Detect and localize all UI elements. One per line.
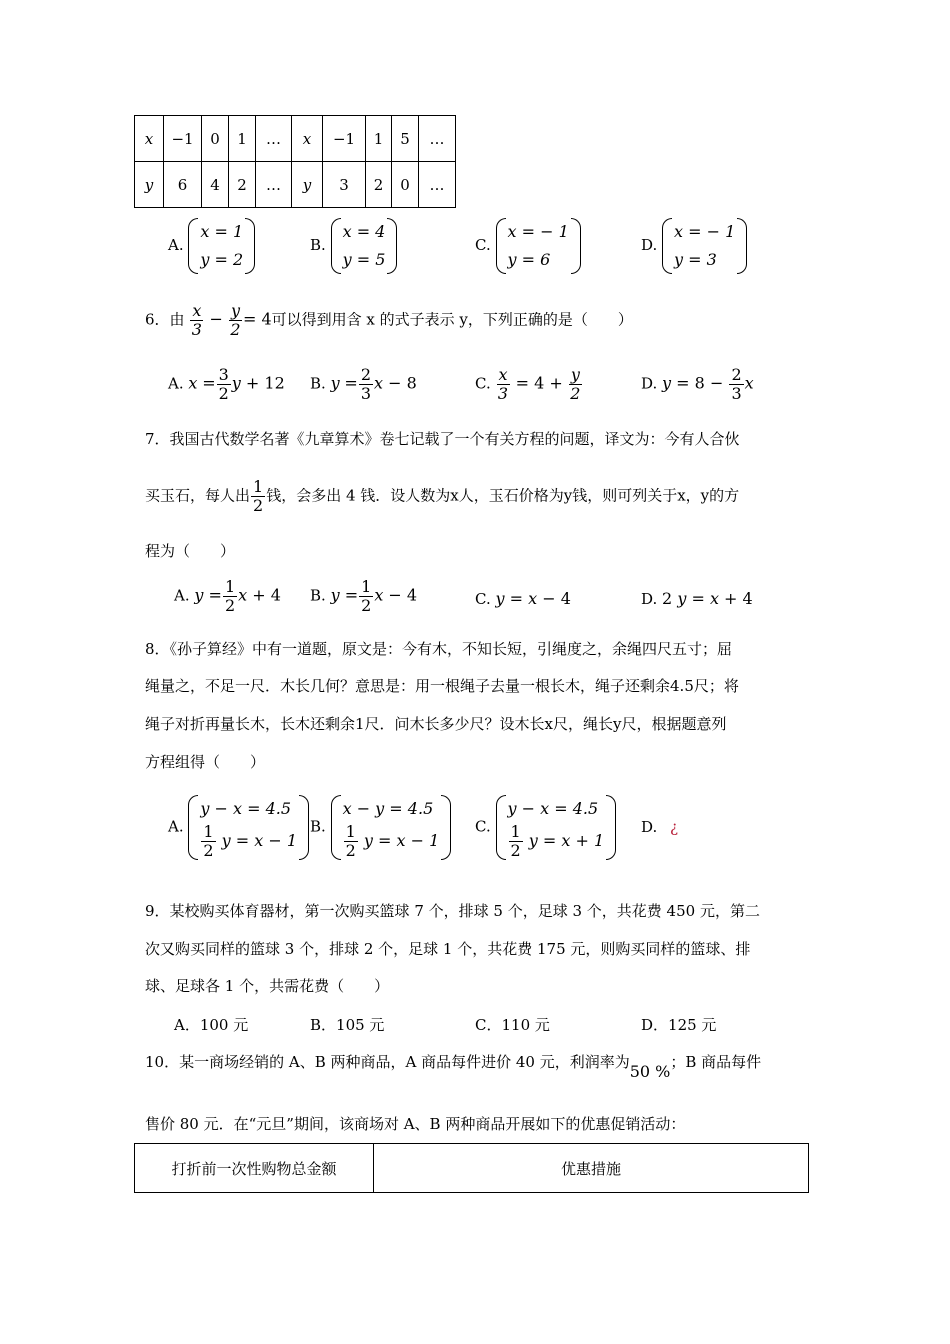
q9-option-c: C．110 元 [475, 1016, 550, 1034]
table-cell: x [292, 116, 323, 162]
table-cell: 0 [392, 162, 419, 208]
table-cell: −1 [323, 116, 366, 162]
table-cell: 1 [366, 116, 392, 162]
q7-option-d: D. 2 y = x + 4 [641, 589, 753, 608]
option-label: B. [310, 374, 326, 393]
q6-option-c: C. $\frac{x}{3}$ = 4 + $\frac{y}{2}$ [475, 365, 581, 403]
option-label: C. [475, 817, 491, 836]
equation: x = − 1 [674, 222, 736, 241]
table-cell: y [135, 162, 164, 208]
option-label: D. [641, 590, 658, 608]
q6-eq: = 4 [242, 309, 272, 329]
option-label: A. [168, 236, 184, 254]
q8-line-3: 绳子对折再量长木，长木还剩余1尺．问木长多少尺？设木长x尺，绳长y尺，根据题意列 [145, 715, 727, 733]
q7-line-1: 7．我国古代数学名著《九章算术》卷七记载了一个有关方程的问题，译文为：今有人合伙 [145, 430, 740, 448]
q9-line-2: 次又购买同样的篮球 3 个，排球 2 个，足球 1 个，共花费 175 元，则购买同样的篮球、排 [145, 940, 751, 958]
table-cell: 5 [392, 116, 419, 162]
q9-line-3: 球、足球各 1 个，共需花费（ ） [145, 977, 390, 995]
profit-rate: 50 % [629, 1062, 671, 1081]
q6-option-a: A. x = $\frac{3}{2}$ y + 12 [168, 365, 285, 403]
q7-text: 买玉石，每人出 [145, 486, 251, 505]
option-label: C. [475, 374, 491, 393]
table-header: 优惠措施 [374, 1144, 809, 1193]
q6-option-d: D. y = 8 − $\frac{2}{3}$ x [641, 365, 754, 403]
equation: x − y = 4.5 [342, 799, 434, 818]
q10-line-1 [145, 1051, 762, 1081]
discount-table [134, 1143, 809, 1193]
q7-line-2: 买玉石，每人出 $\frac{1}{2}$ 钱，会多出 4 钱．设人数为x人，玉石价格为y钱，则可列关于x，y的方 [145, 477, 740, 515]
option-label: C. [475, 590, 491, 608]
option-label: A. [168, 374, 184, 393]
q5-option-d [641, 218, 747, 274]
equation: y = x + 1 [528, 831, 605, 850]
q8-option-b: B. x − y = 4.5 $\frac{1}{2}$ y = x − 1 [310, 795, 451, 860]
table-cell: 1 [229, 116, 256, 162]
equation: y = x − 1 [221, 831, 298, 850]
table-cell: 3 [323, 162, 366, 208]
q9-option-b: B．105 元 [310, 1016, 385, 1034]
q8-option-c: C. y − x = 4.5 $\frac{1}{2}$ y = x + 1 [475, 795, 616, 860]
q5-option-a [168, 218, 255, 274]
q8-option-d [641, 818, 678, 836]
q9-line-1: 9．某校购买体育器材，第一次购买篮球 7 个，排球 5 个，足球 3 个，共花费 450 元，第二 [145, 902, 760, 920]
table-row [135, 116, 456, 162]
table-cell: … [256, 162, 292, 208]
q6-prefix: 6．由 [145, 310, 185, 329]
option-label: B. [310, 817, 326, 836]
q6-option-b: B. y = $\frac{2}{3}$ x − 8 [310, 365, 417, 403]
q9-option-d: D．125 元 [641, 1016, 717, 1034]
q8-option-a: A. y − x = 4.5 $\frac{1}{2}$ y = x − 1 [168, 795, 309, 860]
q10-text: 10．某一商场经销的 A、B 两种商品，A 商品每件进价 40 元，利润率为 [145, 1053, 630, 1071]
q5-option-c [475, 218, 581, 274]
q5-option-b [310, 218, 397, 274]
table-row [135, 1144, 809, 1193]
q7-option-a: A. y = $\frac{1}{2}$ x + 4 [174, 577, 281, 615]
table-cell: 2 [229, 162, 256, 208]
table-cell: … [256, 116, 292, 162]
option-label: C. [475, 236, 491, 254]
equation: y = 3 [674, 250, 717, 269]
table-cell: y [292, 162, 323, 208]
option-label: D. [641, 818, 658, 836]
table-cell: 0 [202, 116, 229, 162]
q6-suffix: 可以得到用含 x 的式子表示 y，下列正确的是（ ） [271, 310, 633, 329]
option-label: D. [641, 374, 658, 393]
option-label: B. [310, 586, 326, 605]
equation: y − x = 4.5 [507, 799, 599, 818]
table-cell: 2 [366, 162, 392, 208]
option-label: B. [310, 236, 326, 254]
table-cell: −1 [164, 116, 202, 162]
xy-value-table [134, 115, 456, 208]
q6-stem: 6．由 $\frac{x}{3}$ − $\frac{y}{2}$ = 4可以得到用含 x 的式子表示 y，下列正确的是（ ） [145, 301, 633, 339]
equation: y = x − 1 [363, 831, 440, 850]
equation: y = 2 [200, 250, 244, 269]
q7-text: 钱，会多出 4 钱．设人数为x人，玉石价格为y钱，则可列关于x，y的方 [266, 486, 740, 505]
q10-line-2: 售价 80 元．在“元旦”期间，该商场对 A、B 两种商品开展如下的优惠促销活动： [145, 1115, 686, 1133]
equation: y = 5 [342, 250, 386, 269]
table-cell: 4 [202, 162, 229, 208]
table-cell: … [419, 116, 456, 162]
table-header: 打折前一次性购物总金额 [135, 1144, 374, 1193]
q8-line-4: 方程组得（ ） [145, 753, 266, 771]
option-label: D. [641, 236, 658, 254]
q7-option-c: C. y = x − 4 [475, 589, 571, 608]
option-label: A. [168, 817, 184, 836]
q8-line-1: 8．《孙子算经》中有一道题，原文是：今有木，不知长短，引绳度之，余绳四尺五寸；屈 [145, 640, 733, 658]
q7-line-3: 程为（ ） [145, 542, 236, 560]
equation: x = − 1 [507, 222, 569, 241]
table-cell: x [135, 116, 164, 162]
equation: x = 1 [200, 222, 244, 241]
table-row [135, 162, 456, 208]
equation: x = 4 [342, 222, 386, 241]
q9-option-a: A．100 元 [174, 1016, 249, 1034]
q8-line-2: 绳量之，不足一尺．木长几何？意思是：用一根绳子去量一根长木，绳子还剩余4.5尺；将 [145, 677, 739, 695]
option-label: A. [174, 586, 190, 605]
table-cell: 6 [164, 162, 202, 208]
broken-glyph: ¿ [670, 818, 679, 836]
equation: y − x = 4.5 [200, 799, 292, 818]
q7-option-b: B. y = $\frac{1}{2}$ x − 4 [310, 577, 418, 615]
table-cell: … [419, 162, 456, 208]
equation: y = 6 [507, 250, 551, 269]
q10-text: ；B 商品每件 [670, 1053, 762, 1071]
